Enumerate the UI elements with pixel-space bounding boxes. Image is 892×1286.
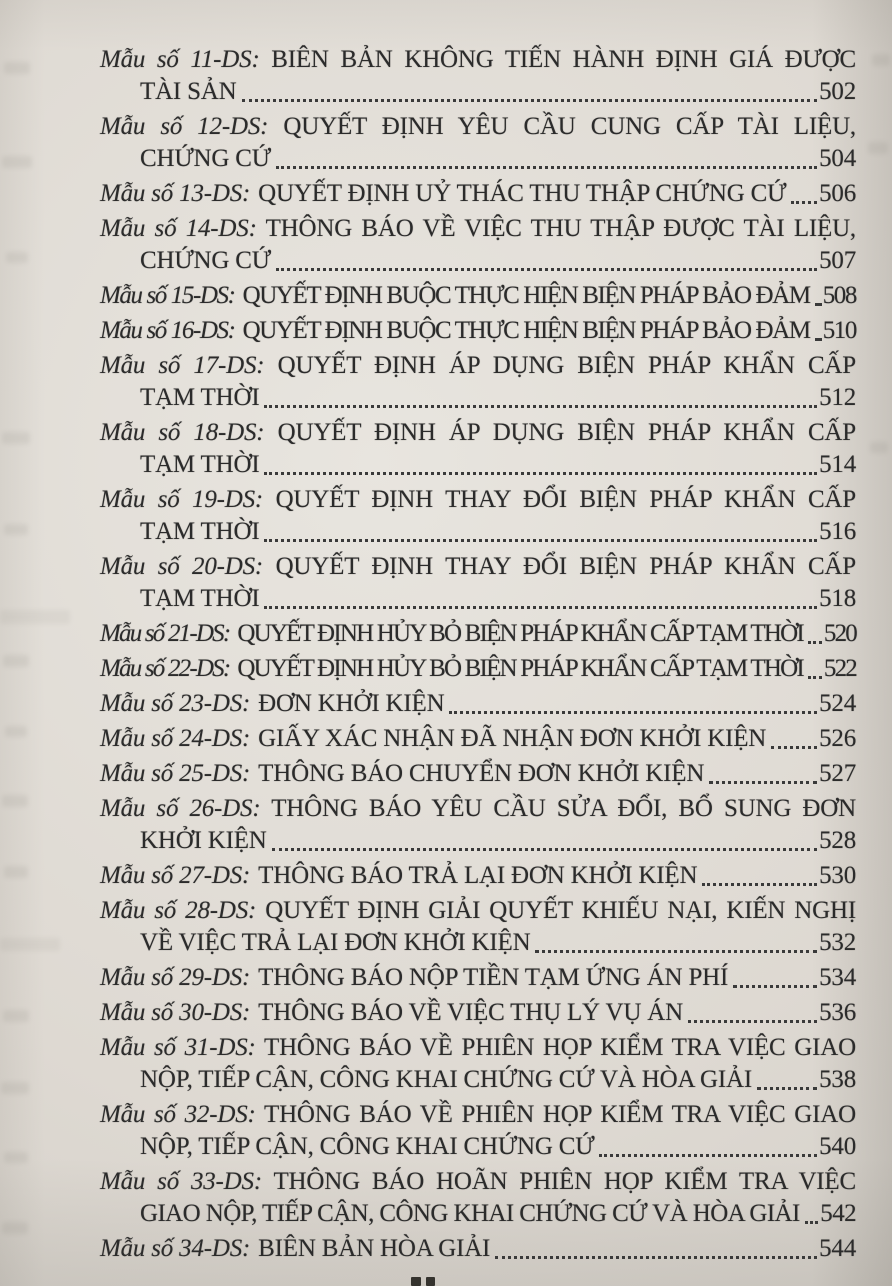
entry-label: Mẫu số 31-DS: bbox=[100, 1034, 256, 1061]
entry-final-line bbox=[100, 583, 856, 615]
entry-title: QUYẾT ĐỊNH GIẢI QUYẾT KHIẾU NẠI, KIẾN NGHỊ bbox=[265, 897, 856, 924]
dot-leader bbox=[702, 883, 817, 886]
entry-title: QUYẾT ĐỊNH BUỘC THỰC HIỆN BIỆN PHÁP BẢO ĐẢM bbox=[242, 282, 810, 309]
entry-final-line bbox=[100, 758, 856, 790]
entry-label: Mẫu số 16-DS: bbox=[100, 317, 235, 344]
bleed-through-artifact bbox=[2, 432, 30, 444]
page-number: 522 bbox=[823, 655, 856, 682]
page-number: 538 bbox=[819, 1066, 856, 1093]
entry-title: ĐƠN KHỞI KIỆN bbox=[258, 690, 445, 717]
page-number: 504 bbox=[819, 145, 856, 172]
page-number: 507 bbox=[819, 247, 856, 274]
entry-final-line bbox=[100, 1064, 856, 1096]
page-number: 512 bbox=[819, 384, 856, 411]
entry-title: THÔNG BÁO TRẢ LẠI ĐƠN KHỞI KIỆN bbox=[258, 862, 698, 889]
entry-final-line bbox=[100, 860, 856, 892]
dot-leader bbox=[805, 1221, 819, 1224]
page-number: 530 bbox=[819, 862, 856, 889]
entry-title: THÔNG BÁO VỀ VIỆC THU THẬP ĐƯỢC TÀI LIỆU, bbox=[265, 215, 856, 242]
entry-label: Mẫu số 33-DS: bbox=[100, 1168, 262, 1195]
page-number: 510 bbox=[822, 317, 856, 344]
entry-title: CHỨNG CỨ bbox=[140, 145, 271, 172]
page-number: 536 bbox=[819, 999, 856, 1026]
toc-entry bbox=[100, 213, 856, 277]
entry-title: BIÊN BẢN HÒA GIẢI bbox=[258, 1235, 491, 1262]
entry-title: NỘP, TIẾP CẬN, CÔNG KHAI CHỨNG CỨ VÀ HÒA GIẢI bbox=[140, 1066, 752, 1093]
entry-final-line bbox=[100, 76, 856, 108]
entry-title: NỘP, TIẾP CẬN, CÔNG KHAI CHỨNG CỨ bbox=[140, 1133, 595, 1160]
dot-leader bbox=[688, 1020, 817, 1023]
bleed-through-artifact bbox=[870, 442, 888, 453]
bleed-through-artifact bbox=[2, 1222, 28, 1234]
entry-label: Mẫu số 22-DS: bbox=[100, 655, 230, 682]
toc-entry bbox=[100, 551, 856, 615]
dot-leader bbox=[791, 201, 817, 204]
toc-entry bbox=[100, 653, 856, 685]
bleed-through-artifact bbox=[3, 655, 29, 667]
dot-leader bbox=[815, 338, 821, 341]
entry-title: TẠM THỜI bbox=[140, 384, 260, 411]
dot-leader bbox=[272, 848, 817, 851]
dot-leader bbox=[808, 676, 822, 679]
entry-title-line bbox=[100, 895, 856, 927]
toc-entry bbox=[100, 1166, 856, 1230]
bleed-through-artifact bbox=[4, 524, 28, 535]
bleed-through-artifact bbox=[0, 610, 70, 624]
page-number: 527 bbox=[819, 760, 856, 787]
bleed-through-artifact bbox=[868, 142, 888, 154]
dot-leader bbox=[709, 781, 817, 784]
entry-title: TẠM THỜI bbox=[140, 585, 260, 612]
toc-entry bbox=[100, 417, 856, 481]
entry-label: Mẫu số 18-DS: bbox=[100, 419, 265, 446]
page-number: 540 bbox=[819, 1133, 856, 1160]
entry-title-line bbox=[100, 551, 856, 583]
entry-title: GIẤY XÁC NHẬN ĐÃ NHẬN ĐƠN KHỞI KIỆN bbox=[258, 725, 767, 752]
entry-final-line bbox=[100, 997, 856, 1029]
toc-entry bbox=[100, 484, 856, 548]
entry-final-line bbox=[100, 1198, 856, 1230]
toc-entry bbox=[100, 860, 856, 892]
entry-title-line bbox=[100, 1099, 856, 1131]
page-number: 542 bbox=[820, 1200, 856, 1227]
entry-final-line bbox=[100, 178, 856, 210]
entry-final-line bbox=[100, 927, 856, 959]
entry-final-line bbox=[100, 516, 856, 548]
toc-entry bbox=[100, 315, 856, 347]
entry-label: Mẫu số 21-DS: bbox=[100, 620, 230, 647]
entry-final-line bbox=[100, 962, 856, 994]
toc-entry bbox=[100, 895, 856, 959]
entry-label: Mẫu số 19-DS: bbox=[100, 486, 264, 513]
dot-leader bbox=[535, 950, 817, 953]
bleed-through-artifact bbox=[2, 795, 28, 807]
dot-leader bbox=[264, 606, 817, 609]
dot-leader bbox=[264, 405, 817, 408]
toc-entry bbox=[100, 111, 856, 175]
entry-title: TẠM THỜI bbox=[140, 451, 260, 478]
entry-title: VỀ VIỆC TRẢ LẠI ĐƠN KHỞI KIỆN bbox=[140, 929, 531, 956]
entry-label: Mẫu số 12-DS: bbox=[100, 113, 269, 140]
cut-off-page-number bbox=[411, 1277, 441, 1286]
toc-entry bbox=[100, 962, 856, 994]
bleed-through-artifact bbox=[5, 726, 27, 737]
entry-title-line bbox=[100, 350, 856, 382]
entry-title: TÀI SẢN bbox=[140, 78, 237, 105]
toc-entry bbox=[100, 1099, 856, 1163]
entry-label: Mẫu số 29-DS: bbox=[100, 964, 251, 991]
dot-leader bbox=[599, 1154, 817, 1157]
entry-title: THÔNG BÁO YÊU CẦU SỬA ĐỔI, BỔ SUNG ĐƠN bbox=[271, 795, 856, 822]
page-number: 502 bbox=[819, 78, 856, 105]
toc-entry bbox=[100, 44, 856, 108]
entry-final-line bbox=[100, 382, 856, 414]
entry-title-line bbox=[100, 1032, 856, 1064]
dot-leader bbox=[264, 472, 817, 475]
page-number: 532 bbox=[819, 929, 856, 956]
toc-entry bbox=[100, 1233, 856, 1265]
dot-leader bbox=[495, 1256, 817, 1259]
entry-final-line bbox=[100, 723, 856, 755]
entry-final-line bbox=[100, 1233, 856, 1265]
page-number: 506 bbox=[819, 180, 856, 207]
entry-title: QUYẾT ĐỊNH ÁP DỤNG BIỆN PHÁP KHẨN CẤP bbox=[277, 352, 856, 379]
toc-entry bbox=[100, 793, 856, 857]
entry-title: QUYẾT ĐỊNH ÁP DỤNG BIỆN PHÁP KHẨN CẤP bbox=[277, 419, 856, 446]
dot-leader bbox=[449, 711, 817, 714]
entry-title: QUYẾT ĐỊNH THAY ĐỔI BIỆN PHÁP KHẨN CẤP bbox=[275, 553, 856, 580]
page-number: 520 bbox=[823, 620, 856, 647]
page-number: 534 bbox=[819, 964, 856, 991]
entry-title-line bbox=[100, 793, 856, 825]
entry-final-line bbox=[100, 618, 856, 650]
entry-label: Mẫu số 15-DS: bbox=[100, 282, 235, 309]
toc-entry bbox=[100, 178, 856, 210]
entry-final-line bbox=[100, 825, 856, 857]
bleed-through-artifact bbox=[1, 1082, 29, 1094]
entry-final-line bbox=[100, 245, 856, 277]
entry-label: Mẫu số 20-DS: bbox=[100, 553, 264, 580]
toc-entry bbox=[100, 997, 856, 1029]
entry-title: CHỨNG CỨ bbox=[140, 247, 271, 274]
dot-leader bbox=[808, 641, 822, 644]
bleed-through-artifact bbox=[4, 62, 30, 74]
entry-final-line bbox=[100, 315, 856, 347]
entry-title: BIÊN BẢN KHÔNG TIẾN HÀNH ĐỊNH GIÁ ĐƯỢC bbox=[271, 46, 856, 73]
entry-label: Mẫu số 26-DS: bbox=[100, 795, 261, 822]
entry-label: Mẫu số 25-DS: bbox=[100, 760, 251, 787]
entry-label: Mẫu số 34-DS: bbox=[100, 1235, 251, 1262]
entry-label: Mẫu số 28-DS: bbox=[100, 897, 257, 924]
entry-title: THÔNG BÁO VỀ VIỆC THỤ LÝ VỤ ÁN bbox=[258, 999, 683, 1026]
entry-title: QUYẾT ĐỊNH YÊU CẦU CUNG CẤP TÀI LIỆU, bbox=[283, 113, 856, 140]
toc-entry bbox=[100, 350, 856, 414]
entry-final-line bbox=[100, 449, 856, 481]
entry-title: QUYẾT ĐỊNH HỦY BỎ BIỆN PHÁP KHẨN CẤP TẠM THỜI bbox=[237, 620, 803, 647]
entry-title: THÔNG BÁO VỀ PHIÊN HỌP KIỂM TRA VIỆC GIAO bbox=[264, 1101, 856, 1128]
entry-final-line bbox=[100, 143, 856, 175]
entry-title: THÔNG BÁO NỘP TIỀN TẠM ỨNG ÁN PHÍ bbox=[258, 964, 729, 991]
page-number: 528 bbox=[819, 827, 856, 854]
entry-label: Mẫu số 13-DS: bbox=[100, 180, 251, 207]
entry-final-line bbox=[100, 1131, 856, 1163]
dot-leader bbox=[264, 539, 817, 542]
bleed-through-artifact bbox=[4, 866, 28, 878]
dot-leader bbox=[276, 166, 817, 169]
entry-final-line bbox=[100, 688, 856, 720]
entry-title-line bbox=[100, 213, 856, 245]
entry-label: Mẫu số 27-DS: bbox=[100, 862, 251, 889]
page-number: 518 bbox=[819, 585, 856, 612]
dot-leader bbox=[771, 746, 817, 749]
entry-label: Mẫu số 32-DS: bbox=[100, 1101, 256, 1128]
toc-entry bbox=[100, 723, 856, 755]
entry-label: Mẫu số 17-DS: bbox=[100, 352, 265, 379]
entry-title: QUYẾT ĐỊNH BUỘC THỰC HIỆN BIỆN PHÁP BẢO ĐẢM bbox=[242, 317, 810, 344]
entry-label: Mẫu số 11-DS: bbox=[100, 46, 260, 73]
toc-list bbox=[100, 44, 856, 1268]
entry-title: QUYẾT ĐỊNH THAY ĐỔI BIỆN PHÁP KHẨN CẤP bbox=[275, 486, 856, 513]
entry-title-line bbox=[100, 44, 856, 76]
entry-label: Mẫu số 23-DS: bbox=[100, 690, 251, 717]
dot-leader bbox=[733, 985, 817, 988]
dot-leader bbox=[242, 99, 818, 102]
page-number: 526 bbox=[819, 725, 856, 752]
entry-title-line bbox=[100, 1166, 856, 1198]
entry-title: THÔNG BÁO CHUYỂN ĐƠN KHỞI KIỆN bbox=[258, 760, 705, 787]
page-number: 524 bbox=[819, 690, 856, 717]
entry-title: TẠM THỜI bbox=[140, 518, 260, 545]
bleed-through-artifact bbox=[2, 156, 32, 168]
entry-title-line bbox=[100, 417, 856, 449]
entry-title: THÔNG BÁO HOÃN PHIÊN HỌP KIỂM TRA VIỆC bbox=[273, 1168, 856, 1195]
entry-label: Mẫu số 30-DS: bbox=[100, 999, 251, 1026]
page-number: 516 bbox=[819, 518, 856, 545]
toc-entry bbox=[100, 758, 856, 790]
bleed-through-artifact bbox=[4, 1152, 28, 1163]
bleed-through-artifact bbox=[872, 54, 890, 66]
entry-title: KHỞI KIỆN bbox=[140, 827, 267, 854]
toc-entry bbox=[100, 688, 856, 720]
toc-entry bbox=[100, 1032, 856, 1096]
bleed-through-artifact bbox=[3, 1010, 29, 1022]
entry-title: QUYẾT ĐỊNH HỦY BỎ BIỆN PHÁP KHẨN CẤP TẠM THỜI bbox=[237, 655, 803, 682]
entry-final-line bbox=[100, 280, 856, 312]
entry-final-line bbox=[100, 653, 856, 685]
entry-title: THÔNG BÁO VỀ PHIÊN HỌP KIỂM TRA VIỆC GIAO bbox=[264, 1034, 856, 1061]
toc-entry bbox=[100, 280, 856, 312]
entry-title-line bbox=[100, 111, 856, 143]
entry-title: GIAO NỘP, TIẾP CẬN, CÔNG KHAI CHỨNG CỨ VÀ HÒA GIẢI bbox=[140, 1200, 800, 1227]
entry-title-line bbox=[100, 484, 856, 516]
entry-label: Mẫu số 24-DS: bbox=[100, 725, 251, 752]
bleed-through-artifact bbox=[0, 938, 60, 951]
dot-leader bbox=[757, 1087, 817, 1090]
bleed-through-artifact bbox=[6, 252, 28, 263]
dot-leader bbox=[276, 268, 817, 271]
toc-entry bbox=[100, 618, 856, 650]
page-number: 514 bbox=[819, 451, 856, 478]
page-number: 508 bbox=[822, 282, 856, 309]
page-number: 544 bbox=[819, 1235, 856, 1262]
entry-label: Mẫu số 14-DS: bbox=[100, 215, 257, 242]
entry-title: QUYẾT ĐỊNH UỶ THÁC THU THẬP CHỨNG CỨ bbox=[258, 180, 787, 207]
dot-leader bbox=[815, 303, 821, 306]
